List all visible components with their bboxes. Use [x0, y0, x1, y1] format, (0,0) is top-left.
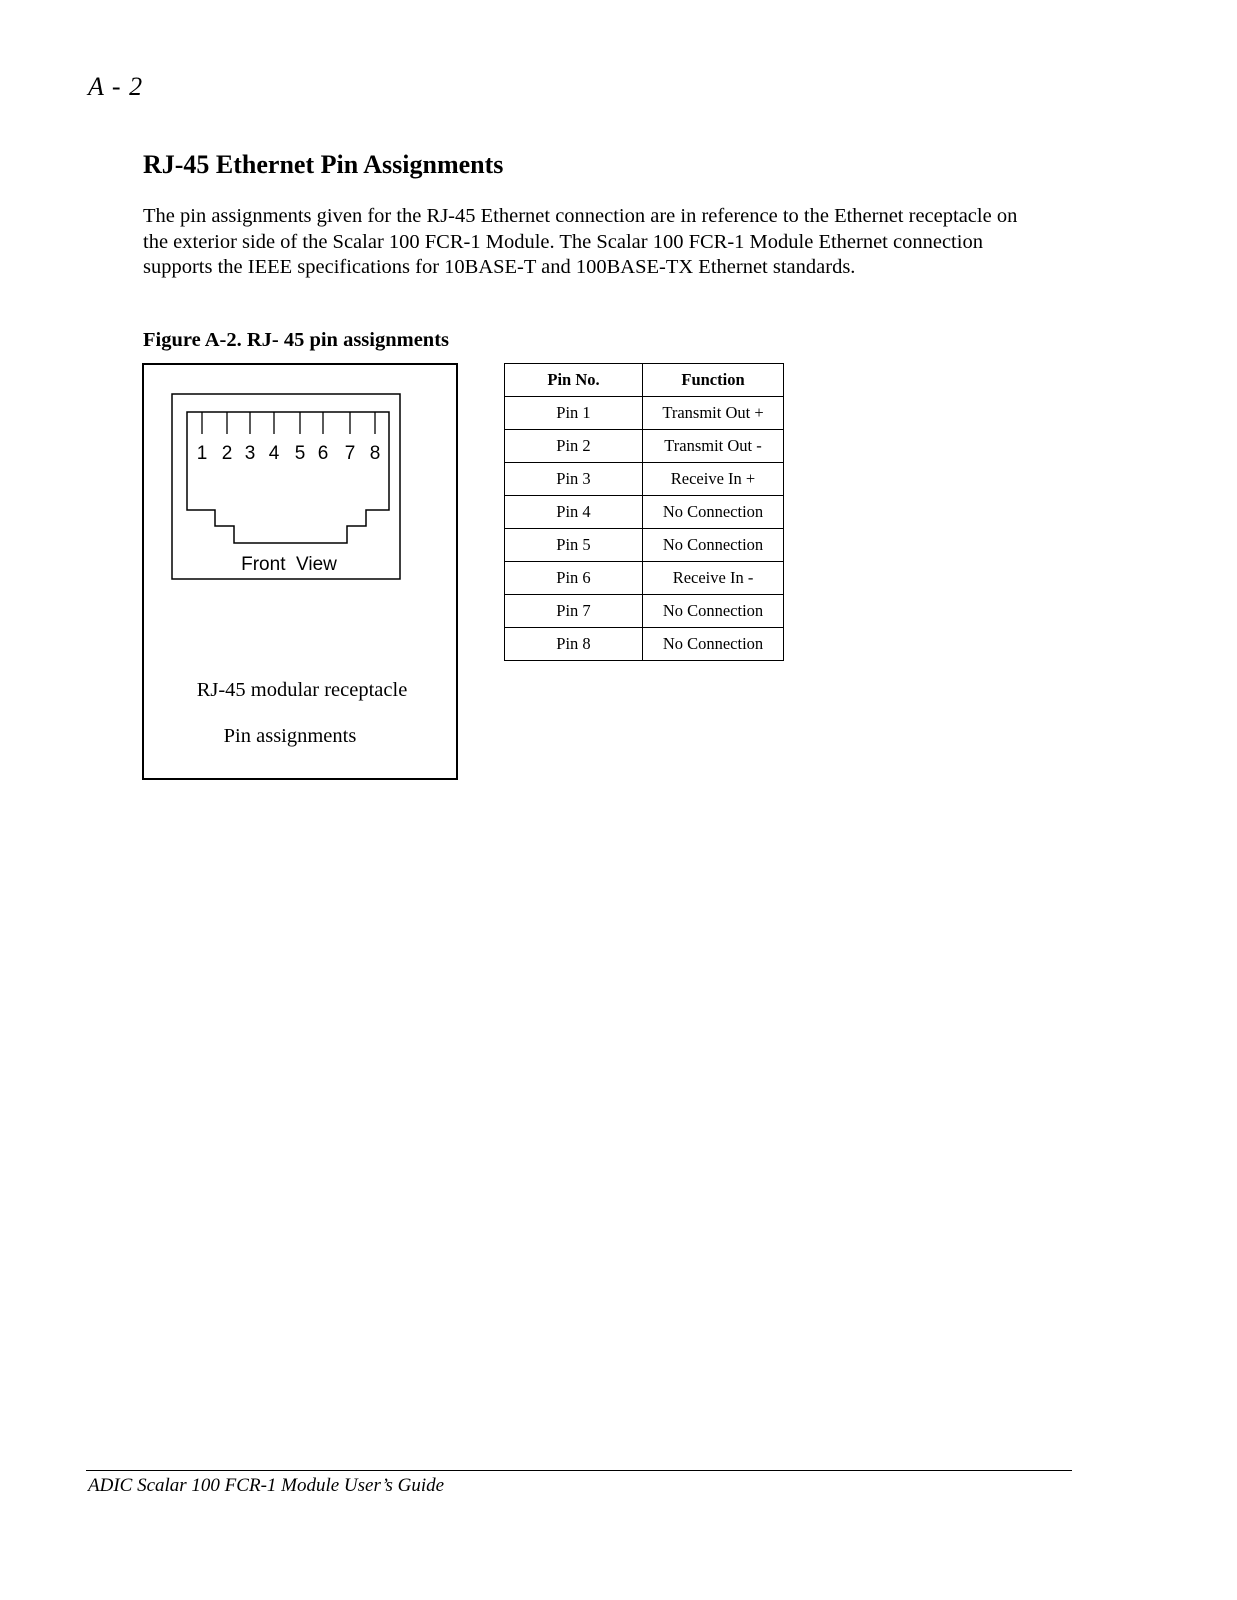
- body-paragraph: The pin assignments given for the RJ-45 Ethernet connection are in reference to the Ethernet receptacle on the exterior side of the Scalar 100 FCR-1 Module. The Scalar 100 FCR-1 Module Ethernet connection supports the IEEE specifications for 10BASE-T and 100BASE-TX Ethernet standards.: [143, 205, 1018, 278]
- cell-function: Transmit Out -: [643, 430, 784, 463]
- front-view-label: Front View: [241, 554, 337, 575]
- rj45-figure: [142, 363, 458, 780]
- pin-label: 7: [344, 443, 356, 464]
- table-row: [505, 496, 784, 529]
- cell-pin: Pin 5: [505, 529, 643, 562]
- jack-outline: [187, 412, 389, 543]
- pin-label: 2: [221, 443, 233, 464]
- cell-function: No Connection: [643, 496, 784, 529]
- pin-label: 3: [244, 443, 256, 464]
- figure-label-receptacle: RJ-45 modular receptacle: [196, 679, 408, 701]
- cell-pin: Pin 8: [505, 628, 643, 661]
- footer-rule: [86, 1470, 1072, 1471]
- table-row: [505, 463, 784, 496]
- pin-label: 5: [294, 443, 306, 464]
- pin-contacts: [202, 412, 375, 434]
- cell-pin: Pin 3: [505, 463, 643, 496]
- page-number: A - 2: [88, 72, 144, 101]
- cell-pin: Pin 2: [505, 430, 643, 463]
- figure-label-pin-assignments: Pin assignments: [223, 725, 357, 747]
- footer-text: ADIC Scalar 100 FCR-1 Module User’s Guide: [88, 1475, 445, 1496]
- figure-caption: Figure A-2. RJ- 45 pin assignments: [143, 329, 450, 351]
- rj45-receptacle-diagram: [144, 365, 456, 778]
- cell-function: No Connection: [643, 529, 784, 562]
- receptacle-frame: [172, 394, 400, 579]
- header-function: Function: [643, 364, 784, 397]
- table-row: [505, 595, 784, 628]
- pin-assignment-table: [504, 363, 784, 661]
- cell-function: Transmit Out +: [643, 397, 784, 430]
- table-header-row: [505, 364, 784, 397]
- table-row: [505, 397, 784, 430]
- cell-pin: Pin 7: [505, 595, 643, 628]
- pin-label: 4: [268, 443, 280, 464]
- pin-label: 1: [196, 443, 208, 464]
- cell-pin: Pin 4: [505, 496, 643, 529]
- cell-pin: Pin 6: [505, 562, 643, 595]
- pin-label: 8: [369, 443, 381, 464]
- cell-pin: Pin 1: [505, 397, 643, 430]
- table-row: [505, 628, 784, 661]
- table-row: [505, 562, 784, 595]
- section-title: RJ-45 Ethernet Pin Assignments: [143, 150, 504, 179]
- pin-label: 6: [317, 443, 329, 464]
- cell-function: No Connection: [643, 595, 784, 628]
- cell-function: No Connection: [643, 628, 784, 661]
- table-row: [505, 430, 784, 463]
- header-pin-no: Pin No.: [505, 364, 643, 397]
- table-row: [505, 529, 784, 562]
- cell-function: Receive In -: [643, 562, 784, 595]
- cell-function: Receive In +: [643, 463, 784, 496]
